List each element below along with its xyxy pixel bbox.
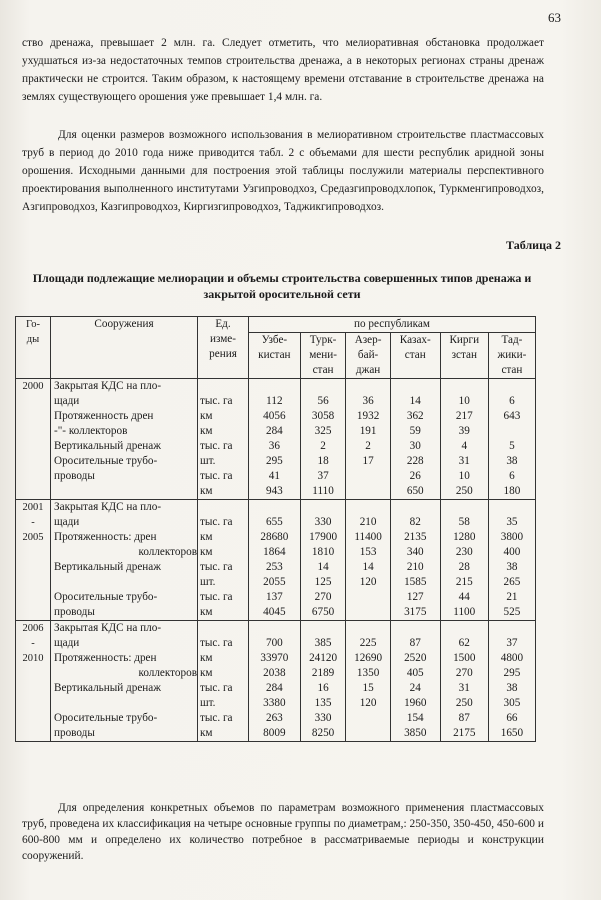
table-cell: 17900 (309, 531, 338, 543)
table-cell: 14 (362, 561, 374, 573)
table-cell: 120 (359, 576, 377, 588)
period-years: 2001 - 2005 (16, 500, 51, 621)
header-units: Ед. изме- рения (198, 317, 249, 379)
table-cell (249, 379, 300, 394)
table-cell: 643 (503, 410, 521, 422)
table-cell: 210 (359, 516, 377, 528)
table-cell: 295 (503, 667, 521, 679)
republic-values (440, 621, 488, 742)
table-title: Площади подлежащие мелиорации и объемы строительства совершенных типов дренажа и закрытой оросительной сети (32, 271, 532, 301)
table-cell: 8009 (263, 727, 286, 739)
table-cell: 24 (409, 682, 421, 694)
table-cell: 400 (503, 546, 521, 558)
table-cell: 2 (365, 440, 371, 452)
header-republics-group: по республикам (249, 317, 536, 333)
republic-values (346, 500, 390, 621)
table-cell: 8250 (311, 727, 335, 739)
table-cell: 30 (409, 440, 421, 452)
table-cell: 6 (509, 395, 515, 407)
table-cell: 26 (409, 470, 421, 482)
table-cell: 1960 (404, 697, 427, 709)
page-number: 63 (548, 10, 561, 25)
table-cell: 38 (506, 682, 518, 694)
period-units: тыс. га км км тыс. га шт. тыс. га км (198, 500, 249, 621)
table-cell: 295 (265, 455, 283, 467)
table-cell: 125 (314, 576, 332, 588)
republic-values (440, 379, 488, 500)
table-cell (346, 726, 389, 741)
republic-values (249, 621, 301, 742)
table-row (16, 500, 536, 621)
table-cell: 3800 (500, 531, 524, 543)
table-cell: 35 (506, 516, 518, 528)
republic-values (346, 621, 390, 742)
table-label: Таблица 2 (506, 238, 561, 252)
table-cell: 153 (359, 546, 377, 558)
republic-values (488, 379, 535, 500)
table-cell (391, 500, 440, 515)
table-cell (346, 469, 389, 484)
table-cell: 217 (455, 410, 473, 422)
header-republic: Узбе- кистан (249, 333, 301, 379)
table-cell (301, 500, 346, 515)
table-cell: 15 (362, 682, 374, 694)
table-cell: 270 (455, 667, 473, 679)
table-cell: 87 (458, 712, 470, 724)
table-cell: 1650 (500, 727, 524, 739)
table-cell: 1500 (453, 652, 476, 664)
table-cell: 263 (265, 712, 283, 724)
table-cell (489, 379, 535, 394)
table-cell: 112 (266, 395, 283, 407)
table-cell: 1110 (312, 485, 334, 497)
table-cell: 2175 (453, 727, 476, 739)
table-cell: 1100 (453, 606, 476, 618)
table-cell: 135 (314, 697, 332, 709)
republic-values (300, 500, 346, 621)
table-cell: 250 (455, 697, 473, 709)
table-cell: 5 (509, 440, 515, 452)
table-cell: 37 (506, 637, 518, 649)
table-cell: 87 (409, 637, 421, 649)
republic-values (488, 500, 535, 621)
table-cell (346, 711, 389, 726)
table-cell: 4800 (500, 652, 524, 664)
table-cell: 943 (265, 485, 283, 497)
table-cell: 650 (406, 485, 424, 497)
republic-values (390, 500, 440, 621)
table-cell: 210 (406, 561, 424, 573)
table-cell: 284 (265, 425, 283, 437)
period-units: тыс. га км км тыс. га шт. тыс. га км (198, 621, 249, 742)
table-cell: 1585 (404, 576, 427, 588)
table-cell: 1932 (356, 410, 380, 422)
table-cell: 700 (265, 637, 283, 649)
period-units: тыс. га км км тыс. га шт. тыс. га км (198, 379, 249, 500)
table-cell: 18 (317, 455, 329, 467)
table-cell: 59 (409, 425, 421, 437)
table-cell (441, 379, 488, 394)
table-cell (346, 379, 389, 394)
table-cell: 31 (458, 455, 470, 467)
table-cell: 14 (317, 561, 329, 573)
table-cell (346, 500, 389, 515)
table-cell: 228 (406, 455, 424, 467)
table-row (16, 621, 536, 742)
table-cell (301, 621, 346, 636)
table-cell: 270 (314, 591, 332, 603)
table-cell: 253 (265, 561, 283, 573)
table-cell: 1350 (356, 667, 380, 679)
table-cell: 655 (265, 516, 283, 528)
header-republic: Тад- жики- стан (488, 333, 535, 379)
period-years: 2006 - 2010 (16, 621, 51, 742)
table-cell (441, 621, 488, 636)
table-cell: 28680 (260, 531, 289, 543)
table-cell: 31 (458, 682, 470, 694)
period-structures: Закрытая КДС на пло- щади Протяженность дрен -"- коллекторов Вертикальный дренаж Оросительные трубо- проводы (51, 379, 198, 500)
paragraph-3: Для определения конкретных объемов по параметрам возможного применения пластмассовых труб, проведена их классификация на четыре основные группы по диаметрам,: 250-350, 350-450, 450-600 и 600-800 мм и определено их количество потребное в рассматриваемые периоды и конструкции сооружений. (22, 802, 544, 862)
header-republic: Турк- мени- стан (300, 333, 346, 379)
table-cell: 3850 (404, 727, 427, 739)
table-cell: 14 (409, 395, 421, 407)
republic-values (346, 379, 390, 500)
table-cell (346, 605, 389, 620)
table-cell (489, 621, 535, 636)
table-cell: 325 (314, 425, 332, 437)
table-cell (346, 590, 389, 605)
table-cell (441, 500, 488, 515)
table-cell: 265 (503, 576, 521, 588)
table-cell: 2 (320, 440, 326, 452)
table-cell: 44 (458, 591, 470, 603)
table-cell: 41 (268, 470, 280, 482)
table-cell: 330 (314, 712, 332, 724)
table-cell: 38 (506, 561, 518, 573)
table-cell: 4056 (263, 410, 286, 422)
table-cell: 3175 (404, 606, 427, 618)
table-cell: 6 (509, 470, 515, 482)
table-cell: 4045 (263, 606, 286, 618)
table-cell (489, 500, 535, 515)
period-years: 2000 (16, 379, 51, 500)
table-cell: 10 (458, 395, 470, 407)
header-republic: Казах- стан (390, 333, 440, 379)
table-cell: 330 (314, 516, 332, 528)
table-cell: 120 (359, 697, 377, 709)
table-cell: 127 (406, 591, 424, 603)
republic-values (440, 500, 488, 621)
table-cell: 36 (362, 395, 374, 407)
table-cell (489, 424, 535, 439)
period-structures: Закрытая КДС на пло- щади Протяженность: дрен коллекторов Вертикальный дренаж Оросительные трубо- проводы (51, 500, 198, 621)
table-cell: 62 (458, 637, 470, 649)
table-cell: 10 (458, 470, 470, 482)
table-cell: 3380 (263, 697, 286, 709)
table-cell: 16 (317, 682, 329, 694)
header-structures: Сооружения (51, 317, 198, 379)
table-cell: 2520 (404, 652, 427, 664)
table-cell (391, 621, 440, 636)
table-cell: 137 (265, 591, 283, 603)
table-cell: 230 (455, 546, 473, 558)
header-republic: Кирги зстан (440, 333, 488, 379)
table-cell (301, 379, 346, 394)
table-cell (391, 379, 440, 394)
table-cell: 11400 (354, 531, 382, 543)
table-cell: 154 (406, 712, 424, 724)
table-cell (346, 621, 389, 636)
table-cell: 250 (455, 485, 473, 497)
table-cell: 2135 (404, 531, 427, 543)
table-cell: 191 (359, 425, 377, 437)
table-cell: 37 (317, 470, 329, 482)
table-cell: 4 (461, 440, 468, 452)
table-cell: 12690 (354, 652, 383, 664)
table-cell: 58 (458, 516, 470, 528)
table-cell: 38 (506, 455, 518, 467)
table-cell: 28 (458, 561, 470, 573)
table-cell: 180 (503, 485, 521, 497)
paragraph-2: Для оценки размеров возможного использования в мелиоративном строительстве пластмассовых труб в период до 2010 года ниже приводится табл. 2 с объемами для шести республик аридной зоны орошения. Исходными данными для построения этой таблицы послужили материалы перспективного проектирования выполненного институтами Узгипроводхоз, Средазгипроводхлопок, Туркменгипроводхоз, Азгипроводхоз, Казгипроводхоз, Киргизгипроводхоз, Таджикгипроводхоз. (22, 129, 544, 213)
table-cell (249, 621, 300, 636)
table-cell: 284 (265, 682, 283, 694)
table-cell: 82 (409, 516, 421, 528)
table-cell: 305 (503, 697, 521, 709)
republic-values (488, 621, 535, 742)
table-cell: 340 (406, 546, 424, 558)
table-cell: 1810 (311, 546, 335, 558)
table-cell: 385 (314, 637, 332, 649)
header-years: Го- ды (16, 317, 51, 379)
table-cell: 225 (359, 637, 377, 649)
republic-values (249, 500, 301, 621)
table-cell: 21 (506, 591, 518, 603)
table-cell: 24120 (309, 652, 338, 664)
header-republic: Азер- бай- джан (346, 333, 390, 379)
table-cell: 525 (503, 606, 521, 618)
table-cell: 17 (362, 455, 374, 467)
table-cell: 1864 (263, 546, 286, 558)
table-cell: 405 (406, 667, 424, 679)
table-row (16, 379, 536, 500)
table-cell (249, 500, 300, 515)
table-cell: 56 (317, 395, 329, 407)
republic-values (300, 621, 346, 742)
table-cell: 39 (458, 425, 470, 437)
table-cell: 33970 (260, 652, 289, 664)
table-cell: 1280 (453, 531, 476, 543)
table-cell (346, 484, 389, 499)
table-cell: 6750 (311, 606, 335, 618)
republic-values (249, 379, 301, 500)
table-cell: 36 (268, 440, 280, 452)
table-cell: 215 (455, 576, 473, 588)
republic-values (300, 379, 346, 500)
table-cell: 2038 (263, 667, 286, 679)
table-cell: 2189 (311, 667, 335, 679)
table-cell: 3058 (311, 410, 335, 422)
data-table (15, 316, 536, 742)
table-cell: 66 (506, 712, 518, 724)
republic-values (390, 621, 440, 742)
period-structures: Закрытая КДС на пло- щади Протяженность: дрен коллекторов Вертикальный дренаж Оросительные трубо- проводы (51, 621, 198, 742)
republic-values (390, 379, 440, 500)
table-cell: 362 (406, 410, 424, 422)
paragraph-1: ство дренажа, превышает 2 млн. га. Следует отметить, что мелиоративная обстановка продолжает ухудшаться из-за недостаточных темпов строительства дренажа, а в некоторых регионах страны дренаж практически не строится. Таким образом, к настоящему времени отставание в строительстве дренажа на землях существующего орошения уже превышает 1,4 млн. га. (22, 37, 544, 103)
table-cell: 2055 (263, 576, 286, 588)
